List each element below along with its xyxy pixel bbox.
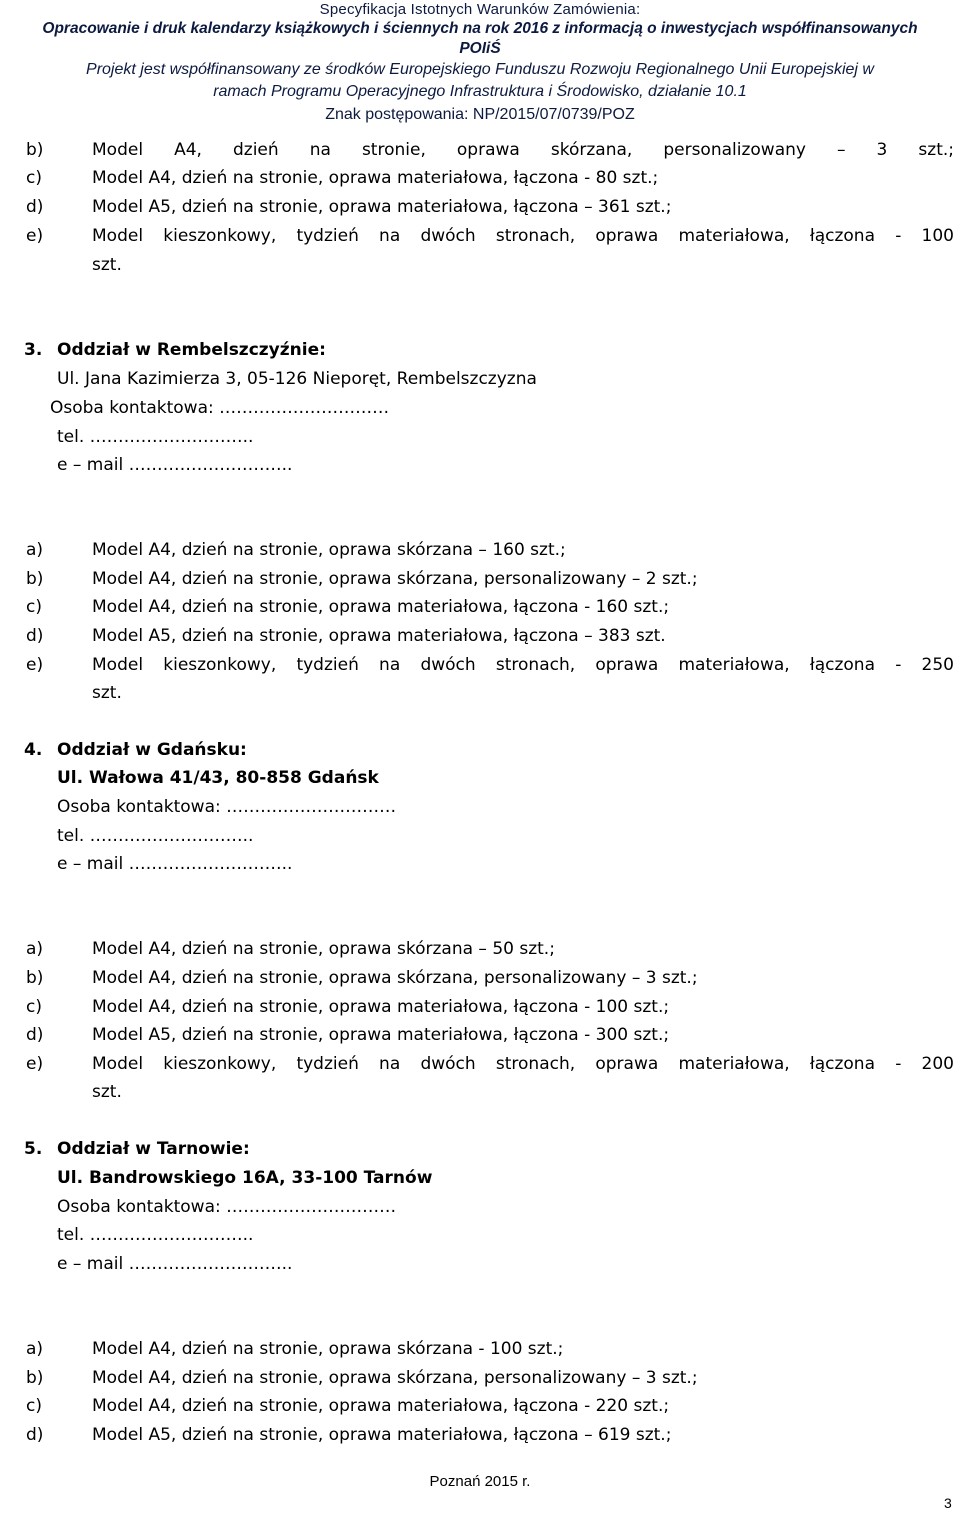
item-text: Model A4, dzień na stronie, oprawa skórzana, personalizowany – 3 szt.; — [92, 1368, 698, 1388]
item-text-continuation: szt. — [92, 683, 122, 703]
contact-email-text: e – mail ……………………….. — [57, 854, 293, 874]
item-text: Model A5, dzień na stronie, oprawa materiałowa, łączona – 619 szt.; — [92, 1425, 672, 1445]
document-header — [0, 0, 960, 126]
item-letter: b) — [26, 569, 44, 589]
item-letter: c) — [26, 1396, 42, 1416]
item-letter: e) — [26, 1054, 44, 1074]
header-reference-number: Znak postępowania: NP/2015/07/0739/POZ — [325, 106, 635, 123]
address-text: Ul. Bandrowskiego 16A, 33-100 Tarnów — [57, 1168, 433, 1188]
header-cofinancing-line1: Projekt jest współfinansowany ze środków Europejskiego Funduszu Rozwoju Regionalnego Unii Europejskiej w — [86, 61, 874, 78]
address-text: Ul. Jana Kazimierza 3, 05-126 Nieporęt, Rembelszczyzna — [57, 369, 537, 389]
page-number: 3 — [944, 1495, 952, 1511]
item-text: Model kieszonkowy, tydzień na dwóch stronach, oprawa materiałowa, łączona - 100 — [92, 226, 954, 246]
item-text: Model A4, dzień na stronie, oprawa skórzana, personalizowany – 3 szt.; — [92, 968, 698, 988]
contact-person-text: Osoba kontaktowa: ………………………… — [57, 797, 397, 817]
item-text-continuation: szt. — [92, 1082, 122, 1102]
item-letter: a) — [26, 1339, 44, 1359]
item-letter: a) — [26, 939, 44, 959]
item-text: Model A5, dzień na stronie, oprawa materiałowa, łączona - 300 szt.; — [92, 1025, 670, 1045]
item-text: Model A4, dzień na stronie, oprawa skórzana - 100 szt.; — [92, 1339, 564, 1359]
section-title: Oddział w Tarnowie: — [57, 1139, 250, 1159]
item-letter: d) — [26, 1025, 44, 1045]
item-text: Model A4, dzień na stronie, oprawa skórzana, personalizowany – 3 szt.; — [92, 140, 954, 160]
contact-email-text: e – mail ……………………….. — [57, 1254, 293, 1274]
item-letter: a) — [26, 540, 44, 560]
item-letter: d) — [26, 626, 44, 646]
item-text: Model A4, dzień na stronie, oprawa materiałowa, łączona - 100 szt.; — [92, 997, 670, 1017]
item-text: Model A4, dzień na stronie, oprawa materiałowa, łączona - 160 szt.; — [92, 597, 670, 617]
item-text: Model A5, dzień na stronie, oprawa materiałowa, łączona – 383 szt. — [92, 626, 666, 646]
item-letter: b) — [26, 1368, 44, 1388]
item-letter: b) — [26, 140, 44, 160]
contact-person-text: Osoba kontaktowa: ………………………… — [50, 398, 390, 418]
contact-phone-text: tel. ……………………….. — [57, 1225, 254, 1245]
item-text: Model A5, dzień na stronie, oprawa materiałowa, łączona – 361 szt.; — [92, 197, 672, 217]
item-letter: e) — [26, 655, 44, 675]
section-number: 4. — [24, 740, 43, 760]
item-text-continuation: szt. — [92, 255, 122, 275]
item-letter: b) — [26, 968, 44, 988]
item-text: Model kieszonkowy, tydzień na dwóch stronach, oprawa materiałowa, łączona - 250 — [92, 655, 954, 675]
contact-phone-text: tel. ……………………….. — [57, 427, 254, 447]
item-text: Model A4, dzień na stronie, oprawa materiałowa, łączona - 80 szt.; — [92, 168, 659, 188]
contact-phone-text: tel. ……………………….. — [57, 826, 254, 846]
item-text: Model A4, dzień na stronie, oprawa skórzana – 50 szt.; — [92, 939, 555, 959]
header-program: POIiŚ — [459, 40, 501, 57]
header-spec-title: Specyfikacja Istotnych Warunków Zamówienia: — [319, 1, 641, 18]
contact-person-text: Osoba kontaktowa: ………………………… — [57, 1197, 397, 1217]
item-letter: c) — [26, 168, 42, 188]
item-letter: d) — [26, 197, 44, 217]
footer-place-date: Poznań 2015 r. — [429, 1473, 531, 1490]
header-cofinancing-line2: ramach Programu Operacyjnego Infrastruktura i Środowisko, działanie 10.1 — [213, 83, 747, 100]
section-number: 5. — [24, 1139, 43, 1159]
item-letter: e) — [26, 226, 44, 246]
item-letter: c) — [26, 997, 42, 1017]
section-title: Oddział w Rembelszczyźnie: — [57, 340, 326, 360]
section-number: 3. — [24, 340, 43, 360]
item-text: Model kieszonkowy, tydzień na dwóch stronach, oprawa materiałowa, łączona - 200 — [92, 1054, 954, 1074]
address-text: Ul. Wałowa 41/43, 80-858 Gdańsk — [57, 768, 379, 788]
contact-email-text: e – mail ……………………….. — [57, 455, 293, 475]
item-letter: d) — [26, 1425, 44, 1445]
section-title: Oddział w Gdańsku: — [57, 740, 247, 760]
item-text: Model A4, dzień na stronie, oprawa materiałowa, łączona - 220 szt.; — [92, 1396, 670, 1416]
item-text: Model A4, dzień na stronie, oprawa skórzana, personalizowany – 2 szt.; — [92, 569, 698, 589]
item-letter: c) — [26, 597, 42, 617]
item-text: Model A4, dzień na stronie, oprawa skórzana – 160 szt.; — [92, 540, 566, 560]
header-subject: Opracowanie i druk kalendarzy książkowych i ściennych na rok 2016 z informacją o inwestycjach współfinansowanych — [42, 20, 918, 37]
